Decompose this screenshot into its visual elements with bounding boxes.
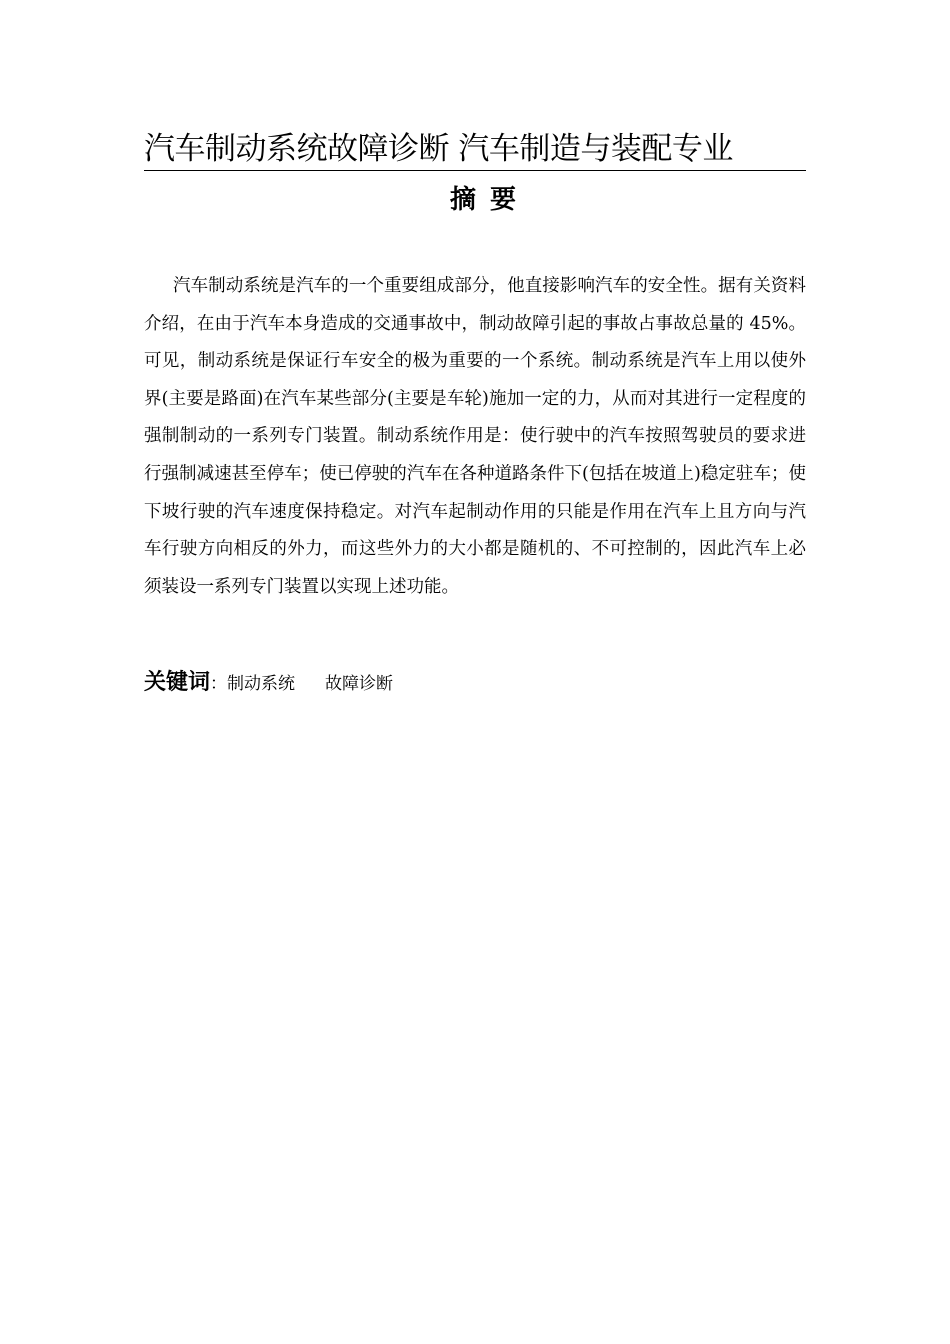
abstract-body: 汽车制动系统是汽车的一个重要组成部分，他直接影响汽车的安全性。据有关资料介绍，在由于汽车本身造成的交通事故中，制动故障引起的事故占事故总量的 45%。可见，制动系统是保证行车安全的极为重要的一个系统。制动系统是汽车上用以使外界(主要是路面)在汽车某些部分(主要是车轮)施加一定的力，从而对其进行一定程度的强制制动的一系列专门装置。制动系统作用是：使行驶中的汽车按照驾驶员的要求进行强制减速甚至停车；使已停驶的汽车在各种道路条件下(包括在坡道上)稳定驻车；使下坡行驶的汽车速度保持稳定。对汽车起制动作用的只能是作用在汽车上且方向与汽车行驶方向相反的外力，而这些外力的大小都是随机的、不可控制的，因此汽车上必须装设一系列专门装置以实现上述功能。 bbox=[144, 276, 806, 597]
abstract-heading: 摘要 bbox=[449, 185, 530, 215]
keyword-item: 制动系统 bbox=[227, 674, 296, 694]
keyword-item: 故障诊断 bbox=[325, 674, 394, 694]
document-title-line bbox=[144, 128, 806, 171]
keywords-label: 关键词 bbox=[144, 670, 211, 695]
keywords-colon: ： bbox=[210, 674, 228, 694]
keywords-line bbox=[144, 666, 806, 701]
document-title: 汽车制动系统故障诊断 汽车制造与装配专业 bbox=[144, 131, 733, 167]
